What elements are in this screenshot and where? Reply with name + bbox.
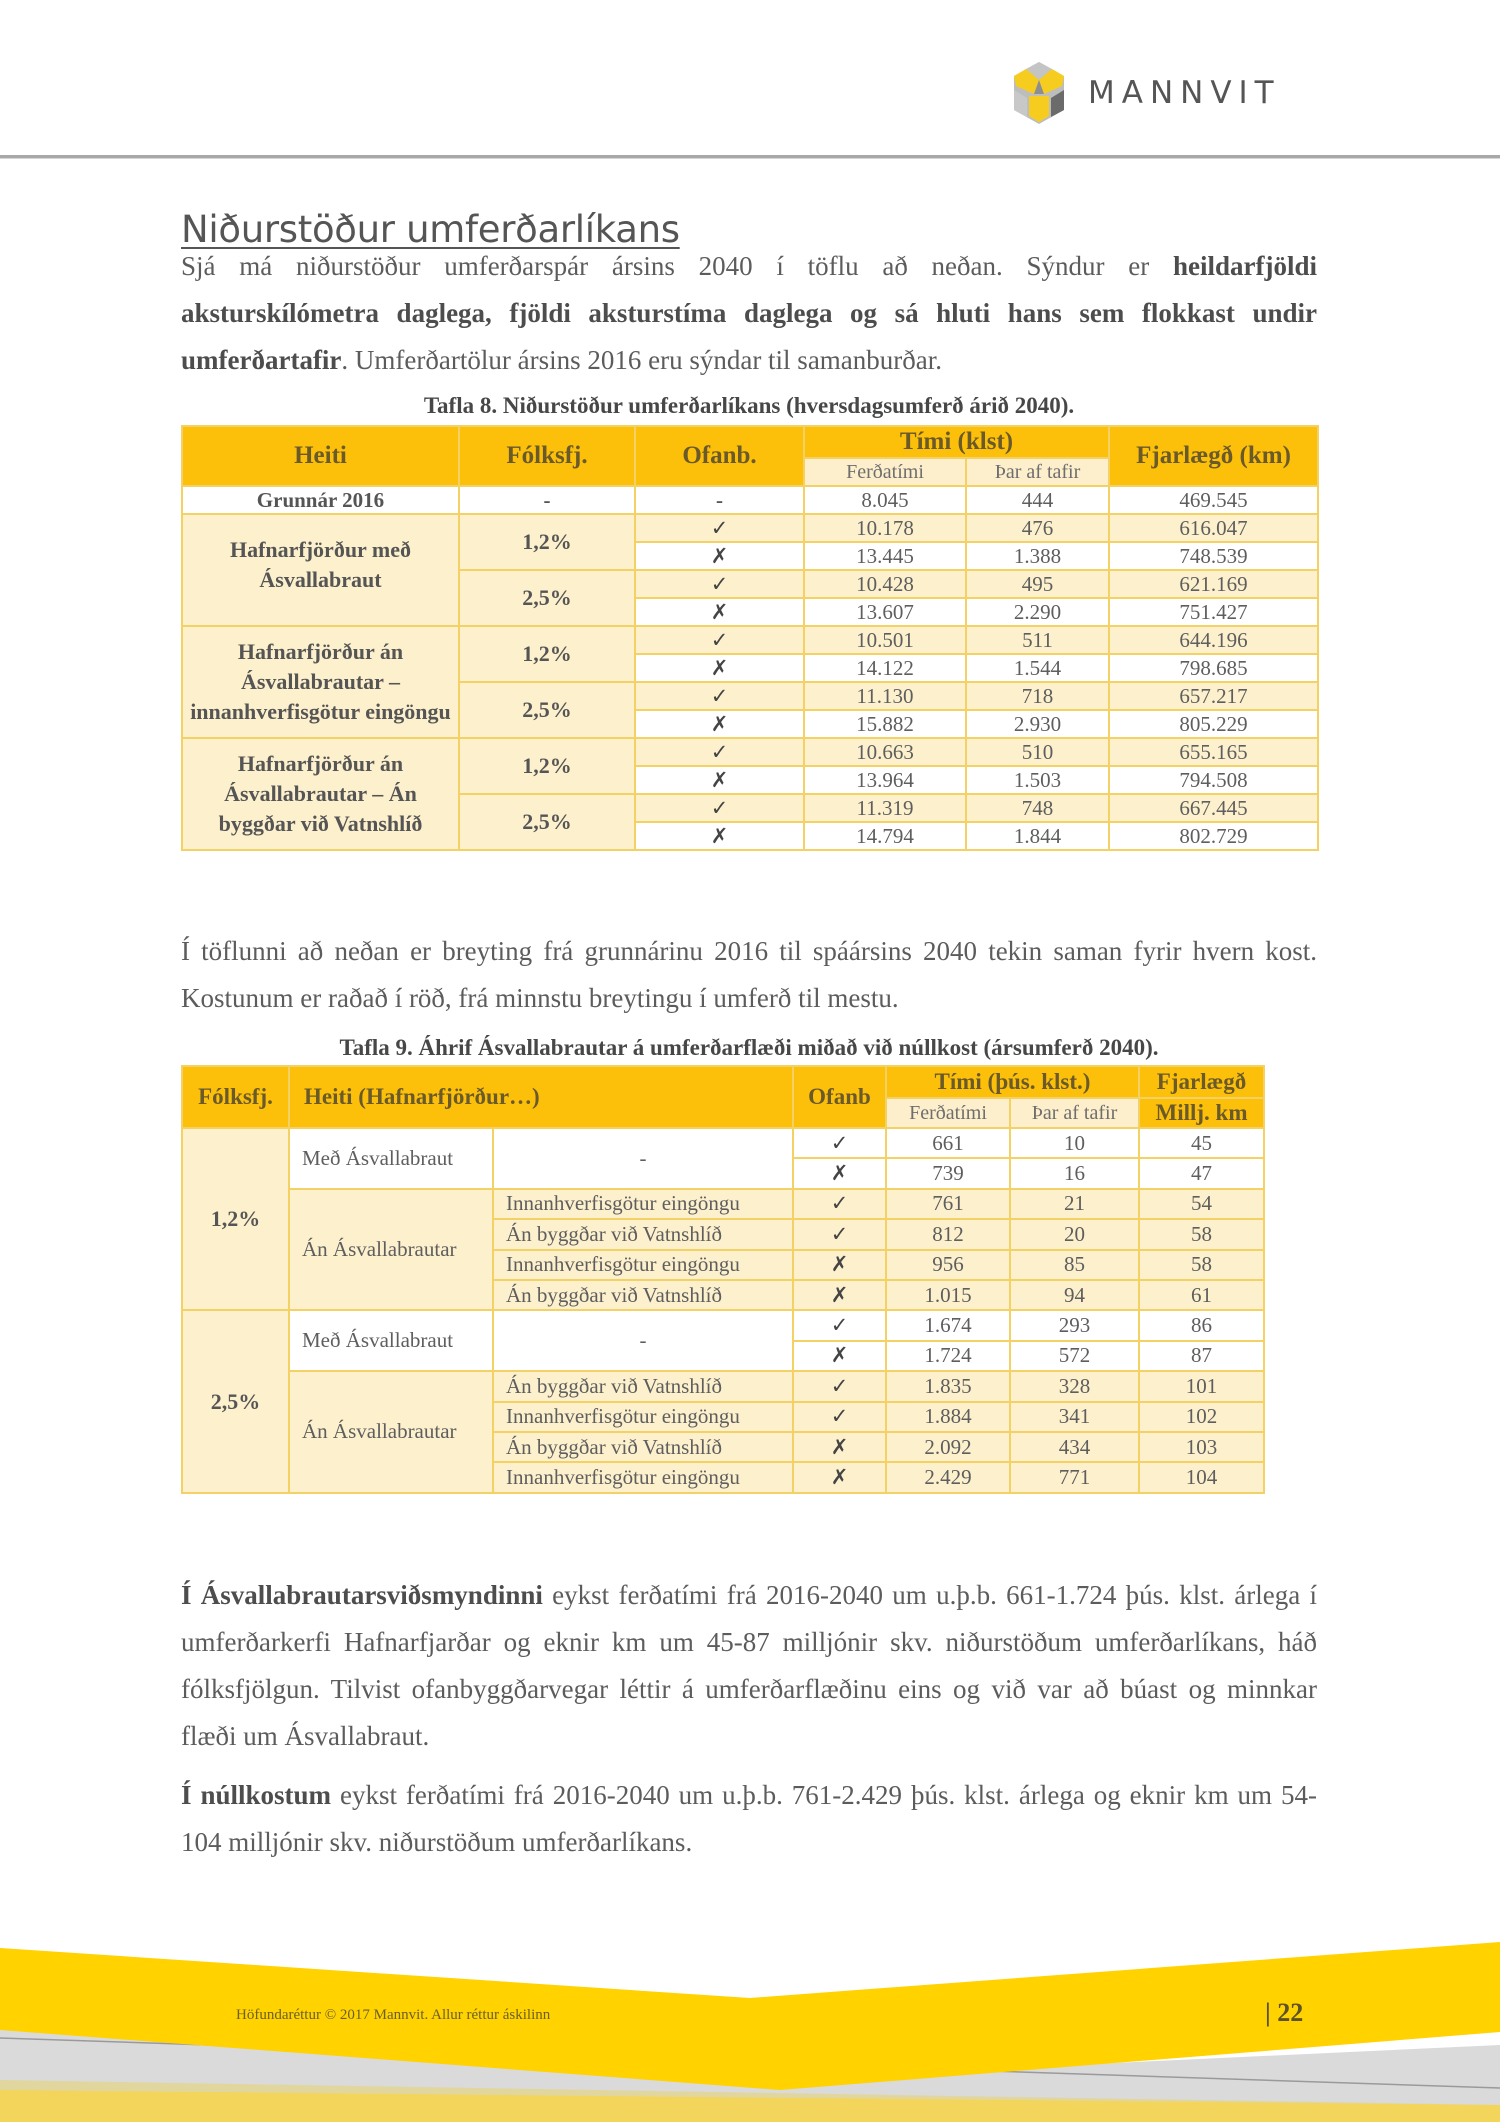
col-timi: Tími (þús. klst.)	[886, 1066, 1139, 1098]
table-row: ✗ 13.445 1.388 748.539	[182, 542, 1318, 570]
col-ofanb: Ofanb.	[635, 426, 804, 486]
table-row: 2,5% ✓ 10.428 495 621.169	[182, 570, 1318, 598]
table-row: Innanhverfisgötur eingöngu ✗ 956 85 58	[182, 1250, 1264, 1280]
growth-label: 1,2%	[182, 1128, 289, 1310]
check-icon: ✓	[635, 514, 804, 542]
col-folksfj: Fólksfj.	[182, 1066, 289, 1128]
cross-icon: ✗	[793, 1432, 886, 1462]
page-number: | 22	[1265, 1998, 1304, 2027]
cross-icon: ✗	[635, 766, 804, 794]
growth-label: 2,5%	[182, 1310, 289, 1492]
col-heiti: Heiti	[182, 426, 459, 486]
check-icon: ✓	[635, 570, 804, 598]
summary-paragraph: Í töflunni að neðan er breyting frá grunnárinu 2016 til spáársins 2040 tekin saman fyrir hvern kost. Kostunum er raðað í röð, frá minnstu breytingu í umferð til mestu.	[181, 936, 1317, 1013]
table-row: Án Ásvallabrautar Án byggðar við Vatnshlíð ✓ 1.835 328 101	[182, 1371, 1264, 1401]
table-row: Án byggðar við Vatnshlíð ✗ 2.092 434 103	[182, 1432, 1264, 1462]
check-icon: ✓	[635, 738, 804, 766]
cross-icon: ✗	[793, 1341, 886, 1371]
table-row: ✗ 13.964 1.503 794.508	[182, 766, 1318, 794]
group-label: Hafnarfjörður án Ásvallabrautar – innanhverfisgötur eingöngu	[182, 626, 459, 738]
col-ferdatimi: Ferðatími	[804, 458, 966, 486]
col-fjarlaegd: Fjarlægð	[1139, 1066, 1264, 1098]
cross-icon: ✗	[635, 710, 804, 738]
col-fjarlaegd: Fjarlægð (km)	[1109, 426, 1318, 486]
table-row: Innanhverfisgötur eingöngu ✓ 1.884 341 102	[182, 1402, 1264, 1432]
group-label: Hafnarfjörður án Ásvallabrautar – Án byggðar við Vatnshlíð	[182, 738, 459, 850]
check-icon: ✓	[793, 1219, 886, 1249]
table8-results	[181, 425, 1319, 851]
cross-icon: ✗	[793, 1250, 886, 1280]
header-divider	[0, 155, 1500, 159]
logo-text: MANNVIT	[1088, 75, 1281, 111]
table8-caption: Tafla 8. Niðurstöður umferðarlíkans (hversdagsumferð árið 2040).	[423, 393, 1075, 418]
table-row: Án Ásvallabrautar Innanhverfisgötur eingöngu ✓ 761 21 54	[182, 1189, 1264, 1219]
nullkostur-paragraph: Í núllkostum eykst ferðatími frá 2016-2040 um u.þ.b. 761-2.429 þús. klst. árlega og eknir km um 54-104 milljónir skv. niðurstöðum umferðarlíkans.	[181, 1780, 1317, 1857]
check-icon: ✓	[635, 682, 804, 710]
table9-impact	[181, 1065, 1265, 1494]
table-row-baseline: Grunnár 2016 - - 8.045 444 469.545	[182, 486, 1318, 514]
col-heiti: Heiti (Hafnarfjörður…)	[289, 1066, 793, 1128]
page-title: Niðurstöður umferðarlíkans	[181, 207, 680, 251]
table-row: 2,5% ✓ 11.319 748 667.445	[182, 794, 1318, 822]
cross-icon: ✗	[635, 542, 804, 570]
check-icon: ✓	[635, 626, 804, 654]
check-icon: ✓	[793, 1402, 886, 1432]
table-row: ✗ 13.607 2.290 751.427	[182, 598, 1318, 626]
table-row: ✗ 739 16 47	[182, 1158, 1264, 1188]
table-row: Innanhverfisgötur eingöngu ✗ 2.429 771 104	[182, 1462, 1264, 1492]
table-row: ✗ 1.724 572 87	[182, 1341, 1264, 1371]
table-row: ✗ 15.882 2.930 805.229	[182, 710, 1318, 738]
table-row: 2,5% ✓ 11.130 718 657.217	[182, 682, 1318, 710]
cross-icon: ✗	[793, 1158, 886, 1188]
check-icon: ✓	[635, 794, 804, 822]
col-tafir: Þar af tafir	[1010, 1098, 1139, 1128]
col-ofanb: Ofanb	[793, 1066, 886, 1128]
check-icon: ✓	[793, 1128, 886, 1158]
table-row: 1,2% Með Ásvallabraut - ✓ 661 10 45	[182, 1128, 1264, 1158]
col-folksfj: Fólksfj.	[459, 426, 635, 486]
table-row: ✗ 14.122 1.544 798.685	[182, 654, 1318, 682]
table-row: Hafnarfjörður án Ásvallabrautar – innanhverfisgötur eingöngu 1,2% ✓ 10.501 511 644.196	[182, 626, 1318, 654]
cross-icon: ✗	[635, 654, 804, 682]
cross-icon: ✗	[635, 598, 804, 626]
group-label: Hafnarfjörður með Ásvallabraut	[182, 514, 459, 626]
table-row: 2,5% Með Ásvallabraut - ✓ 1.674 293 86	[182, 1310, 1264, 1340]
table9-caption: Tafla 9. Áhrif Ásvallabrautar á umferðarflæði miðað við núllkost (ársumferð 2040).	[339, 1035, 1159, 1060]
cross-icon: ✗	[793, 1462, 886, 1492]
table-row: Hafnarfjörður með Ásvallabraut 1,2% ✓ 10.178 476 616.047	[182, 514, 1318, 542]
col-millj-km: Millj. km	[1139, 1098, 1264, 1128]
intro-paragraph: Sjá má niðurstöður umferðarspár ársins 2040 í töflu að neðan. Sýndur er heildarfjöldi aksturskílómetra daglega, fjöldi aksturstíma daglega og sá hluti hans sem flokkast undir umferðartafir. Umferðartölur ársins 2016 eru sýndar til samanburðar.	[181, 251, 1317, 375]
table-row: Hafnarfjörður án Ásvallabrautar – Án byggðar við Vatnshlíð 1,2% ✓ 10.663 510 655.165	[182, 738, 1318, 766]
table-row: Án byggðar við Vatnshlíð ✓ 812 20 58	[182, 1219, 1264, 1249]
check-icon: ✓	[793, 1371, 886, 1401]
company-logo	[1008, 60, 1281, 126]
footer-copyright: Höfundaréttur © 2017 Mannvit. Allur réttur áskilinn	[236, 2007, 551, 2023]
asvallabraut-paragraph: Í Ásvallabrautarsviðsmyndinni eykst ferðatími frá 2016-2040 um u.þ.b. 661-1.724 þús. klst. árlega í umferðarkerfi Hafnarfjarðar og eknir km um 45-87 milljónir skv. niðurstöðum umferðarlíkans, háð fólksfjölgun. Tilvist ofanbyggðarvegar léttir á umferðarflæðinu eins og við var að búast og minnkar flæði um Ásvallabraut.	[181, 1580, 1317, 1751]
col-tafir: Þar af tafir	[966, 458, 1109, 486]
cross-icon: ✗	[793, 1280, 886, 1310]
table-row: ✗ 14.794 1.844 802.729	[182, 822, 1318, 850]
cross-icon: ✗	[635, 822, 804, 850]
table-row: Án byggðar við Vatnshlíð ✗ 1.015 94 61	[182, 1280, 1264, 1310]
col-ferdatimi: Ferðatími	[886, 1098, 1010, 1128]
check-icon: ✓	[793, 1310, 886, 1340]
check-icon: ✓	[793, 1189, 886, 1219]
mannvit-cube-logo-icon	[1008, 60, 1070, 126]
col-timi: Tími (klst)	[804, 426, 1109, 458]
